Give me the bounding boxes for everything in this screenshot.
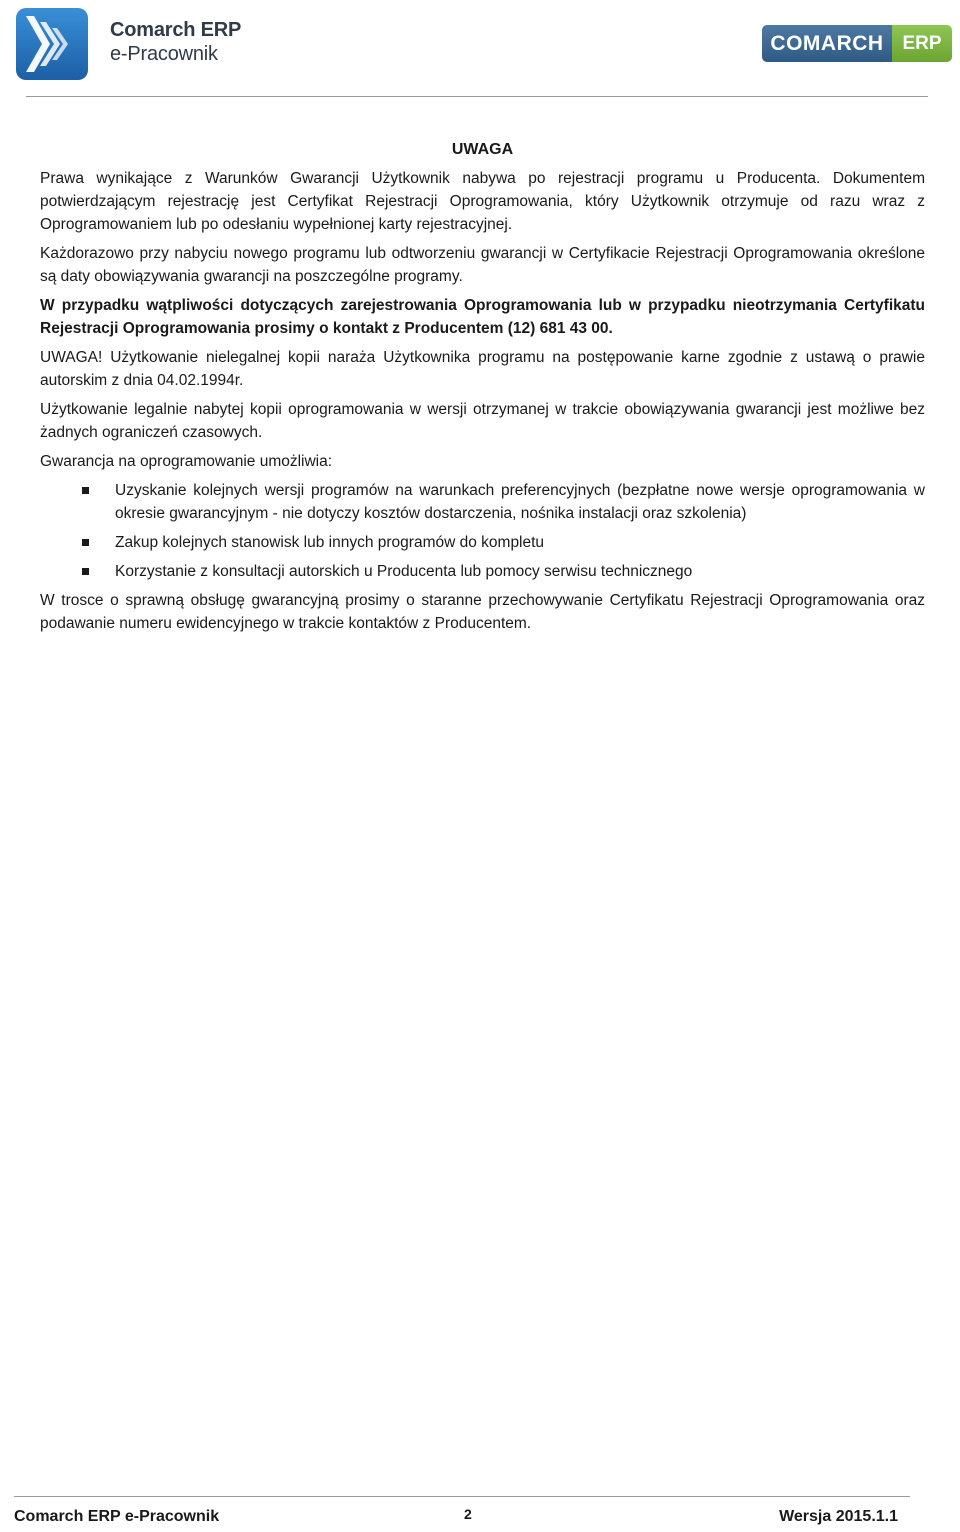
- page-footer: [14, 1508, 898, 1532]
- list-item-text: Korzystanie z konsultacji autorskich u Producenta lub pomocy serwisu technicznego: [115, 563, 693, 580]
- paragraph-illegal-copy: UWAGA! Użytkowanie nielegalnej kopii naraża Użytkownika programu na postępowanie karne zgodnie z ustawą o prawie autorskim z dnia 04.02.1994r.: [40, 349, 925, 389]
- list-item: [40, 531, 925, 554]
- document-title: UWAGA: [451, 141, 514, 158]
- paragraph-warranty-dates: Każdorazowo przy nabyciu nowego programu lub odtworzeniu gwarancji w Certyfikacie Rejestracji Oprogramowania określone są daty obowiązywania gwarancji na poszczególne programy.: [40, 245, 925, 285]
- logo-title: Comarch ERP: [110, 19, 242, 41]
- footer-divider: [14, 1496, 910, 1497]
- list-item: [40, 479, 925, 525]
- list-item-text: Zakup kolejnych stanowisk lub innych programów do kompletu: [115, 534, 545, 551]
- erp-brand-text: ERP: [892, 25, 952, 62]
- logo-subtitle: e-Pracownik: [110, 43, 218, 65]
- comarch-brand-text: COMARCH: [762, 25, 892, 62]
- footer-version: Wersja 2015.1.1: [779, 1508, 898, 1525]
- paragraph-registration: Prawa wynikające z Warunków Gwarancji Użytkownik nabywa po rejestracji programu u Producenta. Dokumentem potwierdzającym rejestrację jest Certyfikat Rejestracji Oprogramowania, który Użytkownik otrzymuje od razu wraz z Oprogramowaniem lub po odesłaniu wypełnionej karty rejestracyjnej.: [40, 170, 925, 233]
- list-item-text: Uzyskanie kolejnych wersji programów na warunkach preferencyjnych (bezpłatne nowe wersje oprogramowania w okresie gwarancyjnym - nie dotyczy kosztów dostarczenia, nośnika instalacji oraz szkolenia): [115, 482, 925, 522]
- paragraph-warranty-intro: Gwarancja na oprogramowanie umożliwia:: [40, 453, 333, 470]
- warranty-benefits-list: [40, 479, 925, 583]
- logo-arrows-icon: [16, 8, 88, 80]
- square-bullet-icon: [82, 539, 89, 546]
- square-bullet-icon: [82, 487, 89, 494]
- page-header: [0, 0, 960, 98]
- comarch-erp-e-pracownik-logo: [16, 8, 256, 80]
- paragraph-closing: W trosce o sprawną obsługę gwarancyjną prosimy o staranne przechowywanie Certyfikatu Rejestracji Oprogramowania oraz podawanie numeru ewidencyjnego w trakcie kontaktów z Producentem.: [40, 592, 925, 632]
- header-divider: [26, 96, 928, 97]
- footer-product-name: Comarch ERP e-Pracownik: [14, 1508, 220, 1525]
- paragraph-contact: W przypadku wątpliwości dotyczących zarejestrowania Oprogramowania lub w przypadku nieotrzymania Certyfikatu Rejestracji Oprogramowania prosimy o kontakt z Producentem (12) 681 43 00.: [40, 297, 925, 337]
- paragraph-legal-use: Użytkowanie legalnie nabytej kopii oprogramowania w wersji otrzymanej w trakcie obowiązywania gwarancji jest możliwe bez żadnych ograniczeń czasowych.: [40, 401, 925, 441]
- page-number: 2: [464, 1506, 472, 1522]
- square-bullet-icon: [82, 568, 89, 575]
- document-body: [40, 138, 925, 641]
- comarch-erp-logo: [762, 25, 952, 62]
- list-item: [40, 560, 925, 583]
